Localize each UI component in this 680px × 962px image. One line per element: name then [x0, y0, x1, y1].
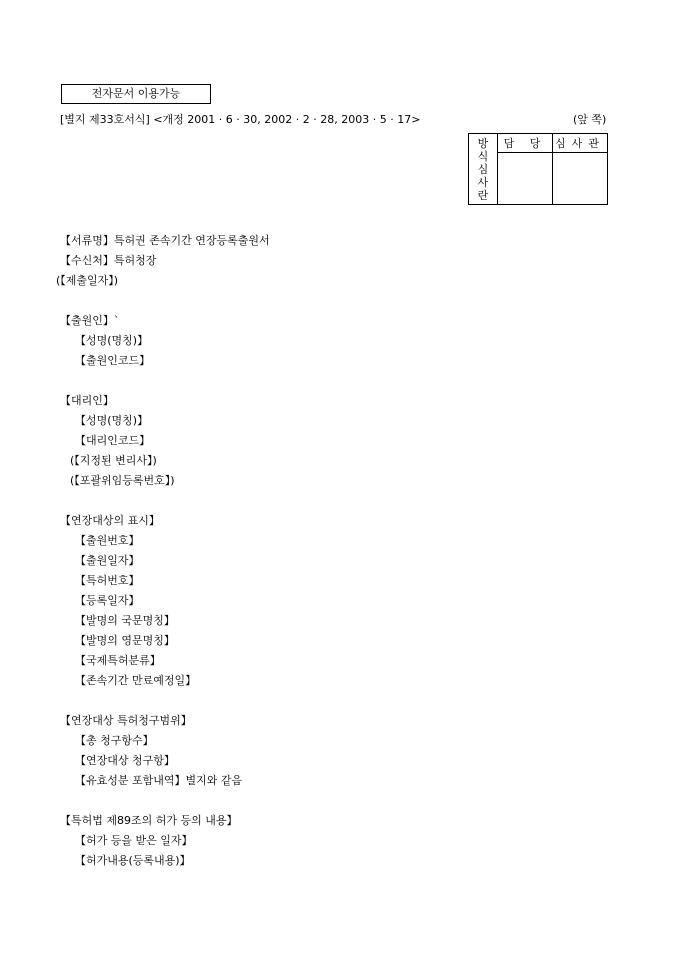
- approval-side-char: 식: [477, 149, 489, 163]
- submission-date-line: (【제출일자】): [56, 274, 119, 287]
- permit-date: 【허가 등을 받은 일자】: [75, 834, 193, 847]
- invention-korean-title: 【발명의 국문명칭】: [75, 614, 175, 627]
- ipc-classification: 【국제특허분류】: [75, 654, 161, 667]
- application-date: 【출원일자】: [75, 554, 140, 567]
- permit-content: 【허가내용(등록내용)】: [75, 854, 191, 867]
- expiry-date: 【존속기간 만료예정일】: [75, 674, 197, 687]
- invention-english-title: 【발명의 영문명칭】: [75, 634, 175, 647]
- target-claims: 【연장대상 청구항】: [75, 754, 175, 767]
- recipient-line: 【수신처】특허청장: [60, 254, 157, 267]
- approval-side-label: [469, 134, 498, 205]
- patent-number: 【특허번호】: [75, 574, 140, 587]
- active-ingredient: 【유효성분 포함내역】별지와 같음: [75, 774, 243, 787]
- general-power-number: (【포괄위임등록번호】): [70, 474, 175, 487]
- doc-title-line: 【서류명】특허권 존속기간 연장등록출원서: [60, 234, 270, 247]
- application-number: 【출원번호】: [75, 534, 140, 547]
- approval-side-char: 심: [477, 162, 489, 176]
- approval-cell-examiner: [553, 153, 608, 205]
- electronic-document-notice: 전자문서 이용가능: [61, 84, 211, 104]
- applicant-section: 【출원인】`: [60, 314, 120, 327]
- approval-col-examiner: 심사관: [553, 134, 608, 153]
- applicant-name: 【성명(명칭)】: [75, 334, 149, 347]
- approval-cell-manager: [498, 153, 553, 205]
- total-claims: 【총 청구항수】: [75, 734, 154, 747]
- form-header: [별지 제33호서식] <개정 2001 · 6 · 30, 2002 · 2 · 28, 2003 · 5 · 17>: [60, 113, 421, 126]
- registration-date: 【등록일자】: [75, 594, 140, 607]
- approval-col-manager: 담 당: [498, 134, 553, 153]
- extension-target-section: 【연장대상의 표시】: [60, 514, 160, 527]
- page-side-label: (앞 쪽): [573, 113, 607, 126]
- agent-name: 【성명(명칭)】: [75, 414, 149, 427]
- agent-section: 【대리인】: [60, 394, 114, 407]
- approval-side-char: 란: [477, 188, 489, 202]
- designated-attorney: (【지정된 변리사】): [70, 454, 157, 467]
- claims-section: 【연장대상 특허청구범위】: [60, 714, 192, 727]
- agent-code: 【대리인코드】: [75, 434, 151, 447]
- approval-table: [468, 133, 608, 205]
- approval-side-char: 사: [477, 175, 489, 189]
- applicant-code: 【출원인코드】: [75, 354, 151, 367]
- permit-section: 【특허법 제89조의 허가 등의 내용】: [60, 814, 238, 827]
- approval-side-char: 방: [477, 136, 489, 150]
